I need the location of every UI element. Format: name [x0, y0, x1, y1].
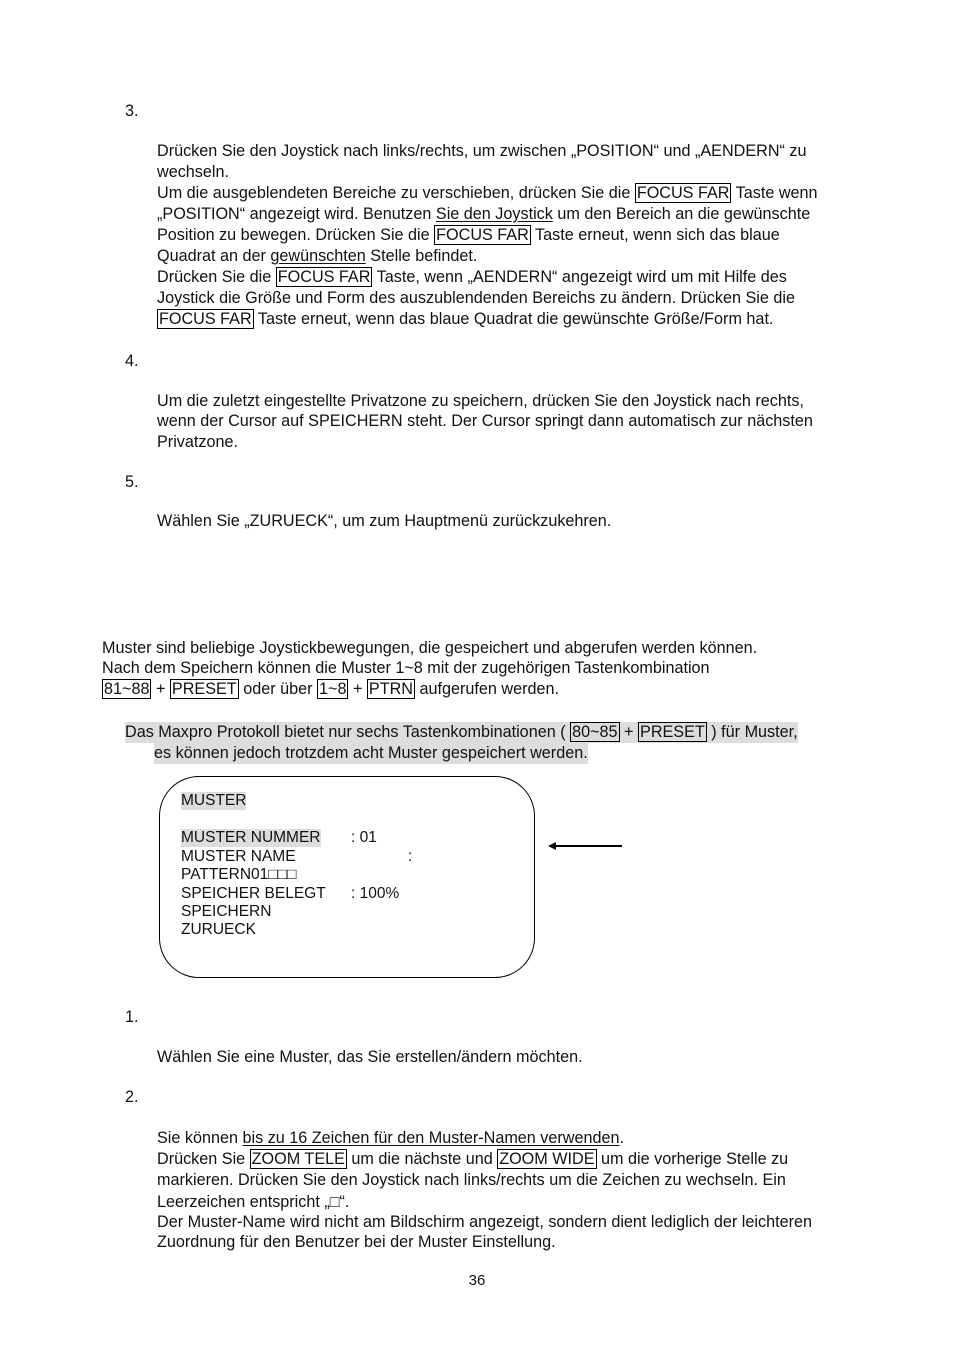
- text: Taste, wenn „AENDERN“ angezeigt wird um mit Hilfe des: [372, 268, 787, 286]
- muster-step-2-line-5: Der Muster-Name wird nicht am Bildschirm angezeigt, sondern dient lediglich der leichteren: [157, 1213, 812, 1231]
- text: +: [151, 680, 170, 698]
- text: um den Bereich an die gewünschte: [552, 205, 811, 223]
- step-3-line-6: [157, 246, 477, 267]
- step-5-line-1: Wählen Sie „ZURUECK“, um zum Hauptmenü zurückzukehren.: [157, 512, 612, 530]
- step-3-line-3: [157, 183, 818, 204]
- text: oder über: [238, 680, 317, 698]
- zoom-wide-key: ZOOM WIDE: [499, 1150, 595, 1168]
- osd-name-label: MUSTER NAME: [181, 848, 296, 865]
- muster-step-2-line-1: [157, 1128, 624, 1149]
- intro-line-3: [102, 679, 559, 700]
- text: Taste erneut, wenn sich das blaue: [530, 226, 780, 244]
- focus-far-key: FOCUS FAR: [436, 226, 529, 244]
- text: ) für Muster,: [706, 723, 798, 741]
- osd-speichern: SPEICHERN: [181, 903, 272, 920]
- page-number: 36: [468, 1272, 486, 1289]
- step-3-line-1: Drücken Sie den Joystick nach links/rechts, um zwischen „POSITION“ und „AENDERN“ zu: [157, 142, 807, 160]
- step-4-line-2: wenn der Cursor auf SPEICHERN steht. Der Cursor springt dann automatisch zur nächsten: [157, 412, 813, 430]
- note-line-2: es können jedoch trotzdem acht Muster gespeichert werden.: [154, 744, 588, 762]
- text: Drücken Sie die: [157, 268, 276, 286]
- underlined-text: bis zu 16 Zeichen für den Muster-Namen verwenden: [242, 1129, 620, 1147]
- text: +: [348, 680, 367, 698]
- osd-zurueck: ZURUECK: [181, 921, 256, 938]
- muster-step-2-line-4: Leerzeichen entspricht „□“.: [157, 1193, 350, 1211]
- step-3-line-4: [157, 204, 810, 225]
- text: Um die ausgeblendeten Bereiche zu verschieben, drücken Sie die: [157, 184, 635, 202]
- text: Quadrat an der: [157, 247, 271, 265]
- muster-step-2-line-3: markieren. Drücken Sie den Joystick nach links/rechts um die Zeichen zu wechseln. Ein: [157, 1171, 786, 1189]
- step-3-line-2: wechseln.: [157, 163, 229, 181]
- osd-nummer-label: MUSTER NUMMER: [181, 829, 321, 846]
- muster-step-1-line-1: Wählen Sie eine Muster, das Sie erstellen/ändern möchten.: [157, 1048, 583, 1066]
- intro-line-2: Nach dem Speichern können die Muster 1~8 mit der zugehörigen Tastenkombination: [102, 659, 710, 677]
- preset-key: PRESET: [171, 680, 237, 698]
- arrow-left-icon: [546, 838, 626, 854]
- text: Taste erneut, wenn das blaue Quadrat die gewünschte Größe/Form hat.: [253, 310, 774, 328]
- text: um die nächste und: [346, 1150, 498, 1168]
- text: Stelle befindet.: [365, 247, 478, 265]
- osd-name-value: PATTERN01□□□: [181, 866, 297, 883]
- step-5-number: 5.: [125, 473, 139, 491]
- text: Sie können: [157, 1129, 243, 1147]
- muster-step-2-line-2: [157, 1149, 788, 1170]
- text: Das Maxpro Protokoll bietet nur sechs Tastenkombinationen (: [125, 723, 571, 741]
- focus-far-key: FOCUS FAR: [277, 268, 371, 286]
- ptrn-key: PTRN: [368, 680, 413, 698]
- osd-title: MUSTER: [181, 792, 247, 809]
- text: Position zu bewegen. Drücken Sie die: [157, 226, 435, 244]
- text: Drücken Sie: [157, 1150, 250, 1168]
- muster-step-2-line-6: Zuordnung für den Benutzer bei der Muster Einstellung.: [157, 1233, 556, 1251]
- step-4-line-3: Privatzone.: [157, 433, 238, 451]
- step-3-line-7: [157, 267, 787, 288]
- step-4-number: 4.: [125, 352, 139, 370]
- key-81-88: 81~88: [104, 680, 150, 698]
- muster-step-2-number: 2.: [125, 1088, 139, 1106]
- step-3-line-8: Joystick die Größe und Form des auszublendenden Bereichs zu ändern. Drücken Sie die: [157, 289, 795, 307]
- step-3-line-5: [157, 225, 780, 246]
- text: um die vorherige Stelle zu: [596, 1150, 789, 1168]
- focus-far-key: FOCUS FAR: [636, 184, 730, 202]
- text: „POSITION“ angezeigt wird. Benutzen: [157, 205, 436, 223]
- step-4-line-1: Um die zuletzt eingestellte Privatzone zu speichern, drücken Sie den Joystick nach rechts,: [157, 392, 804, 410]
- underlined-text: Sie den Joystick: [435, 205, 553, 223]
- step-3-line-9: [157, 309, 773, 330]
- text: Taste wenn: [731, 184, 818, 202]
- key-80-85: 80~85: [572, 723, 618, 741]
- intro-line-1: Muster sind beliebige Joystickbewegungen, die gespeichert und abgerufen werden können.: [102, 639, 758, 657]
- key-1-8: 1~8: [319, 680, 347, 698]
- text: +: [619, 723, 639, 741]
- focus-far-key: FOCUS FAR: [159, 310, 252, 328]
- text: aufgerufen werden.: [415, 680, 559, 698]
- preset-key: PRESET: [640, 723, 705, 741]
- text: .: [619, 1129, 624, 1147]
- zoom-tele-key: ZOOM TELE: [251, 1150, 345, 1168]
- osd-nummer-value: : 01: [351, 829, 377, 846]
- step-3-number: 3.: [125, 102, 139, 120]
- osd-belegt-label: SPEICHER BELEGT: [181, 885, 326, 902]
- osd-belegt-value: : 100%: [351, 885, 400, 902]
- muster-step-1-number: 1.: [125, 1008, 139, 1026]
- osd-name-colon: :: [408, 848, 413, 865]
- note-line-1: [125, 722, 798, 743]
- underlined-text: gewünschten: [270, 247, 366, 265]
